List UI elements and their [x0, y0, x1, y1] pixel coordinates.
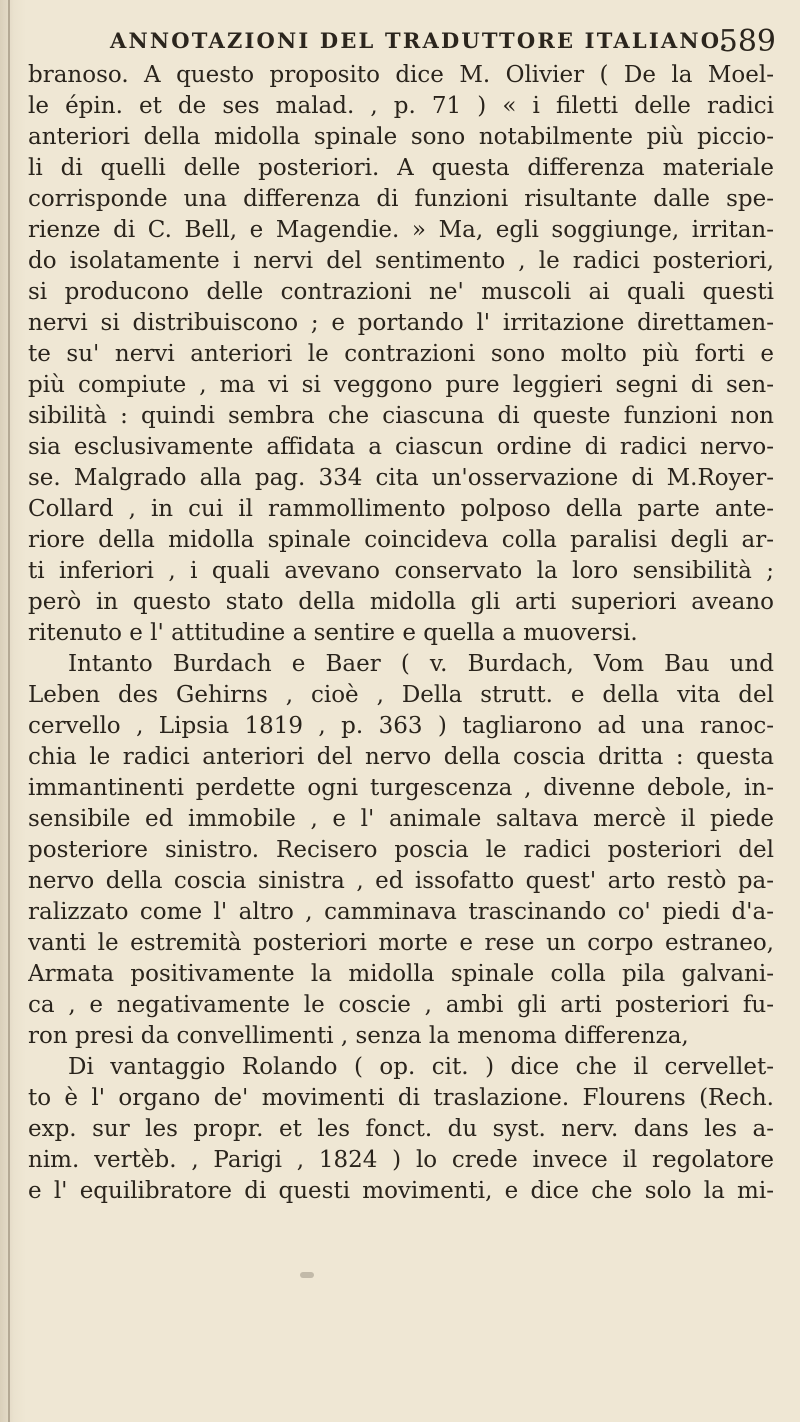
text-line: sensibile ed immobile , e l' animale saltava mercè il piede	[28, 806, 774, 832]
text-line: rienze di C. Bell, e Magendie. » Ma, egli soggiunge, irritan-	[28, 217, 774, 243]
text-line: più compiute , ma vi si veggono pure leggieri segni di sen-	[28, 372, 774, 398]
text-line: e l' equilibratore di questi movimenti, e dice che solo la mi-	[28, 1178, 774, 1204]
page-number: 589	[718, 24, 776, 59]
text-line: te su' nervi anteriori le contrazioni sono molto più forti e	[28, 341, 774, 367]
binding-gutter	[8, 0, 10, 1422]
text-line: immantinenti perdette ogni turgescenza , divenne debole, in-	[28, 775, 774, 801]
page-header	[110, 22, 776, 59]
text-line: to è l' organo de' movimenti di traslazione. Flourens (Rech.	[28, 1085, 774, 1111]
text-line: ralizzato come l' altro , camminava trascinando co' piedi d'a-	[28, 899, 774, 925]
text-line: Leben des Gehirns , cioè , Della strutt. e della vita del	[28, 682, 774, 708]
text-line: le épin. et de ses malad. , p. 71 ) « i filetti delle radici	[28, 93, 774, 119]
text-line: ritenuto e l' attitudine a sentire e quella a muoversi.	[28, 620, 638, 646]
text-line: Intanto Burdach e Baer ( v. Burdach, Vom Bau und	[68, 651, 774, 677]
text-line: ti inferiori , i quali avevano conservato la loro sensibilità ;	[28, 558, 774, 584]
text-line: riore della midolla spinale coincideva colla paralisi degli ar-	[28, 527, 774, 553]
text-line: exp. sur les propr. et les fonct. du syst. nerv. dans les a-	[28, 1116, 774, 1142]
body-text	[28, 60, 774, 1207]
text-line: ca , e negativamente le coscie , ambi gli arti posteriori fu-	[28, 992, 774, 1018]
text-line: nim. vertèb. , Parigi , 1824 ) lo crede invece il regolatore	[28, 1147, 774, 1173]
text-line: li di quelli delle posteriori. A questa differenza materiale	[28, 155, 774, 181]
text-line: vanti le estremità posteriori morte e rese un corpo estraneo,	[28, 930, 774, 956]
text-line: nervo della coscia sinistra , ed issofatto quest' arto restò pa-	[28, 868, 774, 894]
text-line: sibilità : quindi sembra che ciascuna di queste funzioni non	[28, 403, 774, 429]
text-line: cervello , Lipsia 1819 , p. 363 ) tagliarono ad una ranoc-	[28, 713, 774, 739]
text-line: branoso. A questo proposito dice M. Olivier ( De la Moel-	[28, 62, 774, 88]
text-line: si producono delle contrazioni ne' muscoli ai quali questi	[28, 279, 774, 305]
ink-smudge	[300, 1272, 314, 1278]
text-line: se. Malgrado alla pag. 334 cita un'osservazione di M.Royer-	[28, 465, 774, 491]
running-head: ANNOTAZIONI DEL TRADUTTORE ITALIANO.	[110, 28, 730, 53]
text-line: Collard , in cui il rammollimento polposo della parte ante-	[28, 496, 774, 522]
text-line: posteriore sinistro. Recisero poscia le radici posteriori del	[28, 837, 774, 863]
text-line: ron presi da convellimenti , senza la menoma differenza,	[28, 1023, 689, 1049]
text-line: do isolatamente i nervi del sentimento , le radici posteriori,	[28, 248, 774, 274]
text-line: chia le radici anteriori del nervo della coscia dritta : questa	[28, 744, 774, 770]
text-line: però in questo stato della midolla gli arti superiori aveano	[28, 589, 774, 615]
text-line: anteriori della midolla spinale sono notabilmente più piccio-	[28, 124, 774, 150]
text-line: corrisponde una differenza di funzioni risultante dalle spe-	[28, 186, 774, 212]
text-line: sia esclusivamente affidata a ciascun ordine di radici nervo-	[28, 434, 774, 460]
text-line: Armata positivamente la midolla spinale colla pila galvani-	[28, 961, 774, 987]
text-line: Di vantaggio Rolando ( op. cit. ) dice che il cervellet-	[68, 1054, 774, 1080]
text-line: nervi si distribuiscono ; e portando l' irritazione direttamen-	[28, 310, 774, 336]
